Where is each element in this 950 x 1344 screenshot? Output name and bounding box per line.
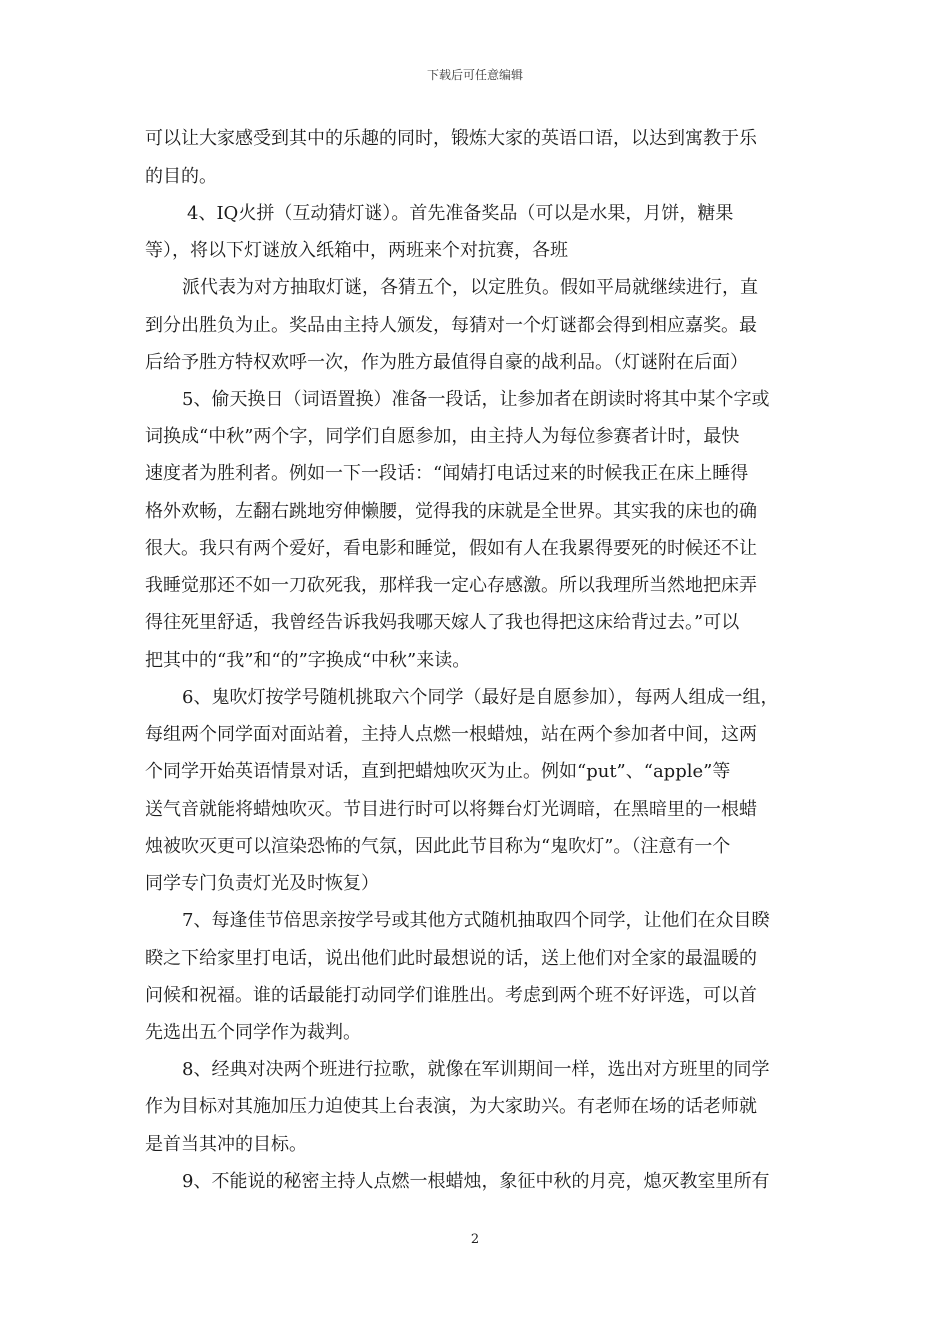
text-line: 先选出五个同学作为裁判。 <box>145 1022 361 1043</box>
text-line: 6、鬼吹灯按学号随机挑取六个同学（最好是自愿参加），每两人组成一组， <box>182 687 779 708</box>
text-line: 每组两个同学面对面站着，主持人点燃一根蜡烛，站在两个参加者中间，这两 <box>145 724 757 745</box>
text-line: 5、偷天换日（词语置换）准备一段话，让参加者在朗读时将其中某个字或 <box>182 389 770 410</box>
page-number: 2 <box>470 1232 480 1247</box>
text-line: 我睡觉那还不如一刀砍死我，那样我一定心存感激。所以我理所当然地把床弄 <box>145 575 757 596</box>
text-line: 问候和祝福。谁的话最能打动同学们谁胜出。考虑到两个班不好评选，可以首 <box>145 985 757 1006</box>
text-line: 9、不能说的秘密主持人点燃一根蜡烛，象征中秋的月亮，熄灭教室里所有 <box>182 1171 770 1192</box>
text-line: 等），将以下灯谜放入纸箱中，两班来个对抗赛，各班 <box>145 240 568 261</box>
text-line: 睽之下给家里打电话，说出他们此时最想说的话，送上他们对全家的最温暖的 <box>145 948 757 969</box>
text-line: 同学专门负责灯光及时恢复） <box>145 873 379 894</box>
text-line: 格外欢畅，左翻右跳地穷伸懒腰，觉得我的床就是全世界。其实我的床也的确 <box>145 501 757 522</box>
text-line: 很大。我只有两个爱好，看电影和睡觉，假如有人在我累得要死的时候还不让 <box>145 538 757 559</box>
text-line: 7、每逢佳节倍思亲按学号或其他方式随机抽取四个同学，让他们在众目睽 <box>182 910 770 931</box>
text-line: 到分出胜负为止。奖品由主持人颁发，每猜对一个灯谜都会得到相应嘉奖。最 <box>145 315 757 336</box>
page-header: 下载后可任意编辑 <box>426 68 523 82</box>
text-line: 4、IQ火拼（互动猜灯谜）。首先准备奖品（可以是水果，月饼，糖果 <box>187 203 734 224</box>
text-line: 把其中的“我”和“的”字换成“中秋”来读。 <box>145 650 471 671</box>
text-line: 是首当其冲的目标。 <box>145 1134 307 1155</box>
text-line: 词换成“中秋”两个字，同学们自愿参加，由主持人为每位参赛者计时，最快 <box>145 426 740 447</box>
text-line: 速度者为胜利者。例如一下一段话：“闻婧打电话过来的时候我正在床上睡得 <box>145 463 749 484</box>
text-line: 得往死里舒适，我曾经告诉我妈我哪天嫁人了我也得把这床给背过去。”可以 <box>145 612 740 633</box>
text-line: 个同学开始英语情景对话，直到把蜡烛吹灭为止。例如“put”、“apple”等 <box>145 761 731 782</box>
text-line: 作为目标对其施加压力迫使其上台表演，为大家助兴。有老师在场的话老师就 <box>145 1096 757 1117</box>
text-line: 的目的。 <box>145 166 217 187</box>
text-line: 送气音就能将蜡烛吹灭。节目进行时可以将舞台灯光调暗，在黑暗里的一根蜡 <box>145 799 757 820</box>
text-line: 烛被吹灭更可以渲染恐怖的气氛，因此此节目称为“鬼吹灯”。（注意有一个 <box>145 836 731 857</box>
text-line: 8、经典对决两个班进行拉歌，就像在军训期间一样，选出对方班里的同学 <box>182 1059 770 1080</box>
text-line: 可以让大家感受到其中的乐趣的同时，锻炼大家的英语口语，以达到寓教于乐 <box>145 128 757 149</box>
text-line: 派代表为对方抽取灯谜，各猜五个，以定胜负。假如平局就继续进行，直 <box>182 277 758 298</box>
text-line: 后给予胜方特权欢呼一次，作为胜方最值得自豪的战利品。（灯谜附在后面） <box>145 352 748 373</box>
